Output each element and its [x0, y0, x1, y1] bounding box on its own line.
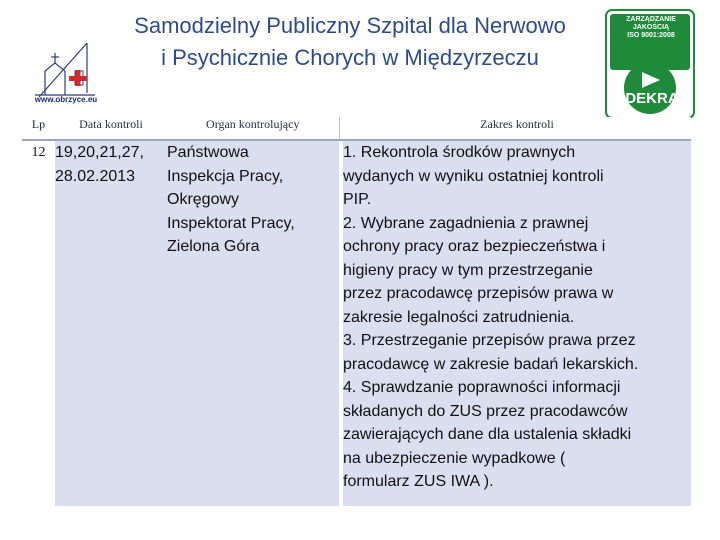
header-scope: Zakres kontroli — [343, 117, 691, 140]
scope-line: na ubezpieczenie wypadkowe ( — [343, 449, 566, 467]
table-header-row — [22, 117, 691, 140]
inspection-table — [22, 117, 691, 506]
scope-line: ochrony pracy oraz bezpieczeństwa i — [343, 238, 606, 255]
organ-line: Zielona Góra — [167, 238, 260, 255]
dekra-line-3: ISO 9001:2008 — [627, 32, 675, 39]
scope-line: 4. Sprawdzanie poprawności informacji — [343, 379, 621, 396]
logo-url-text: www.obrzyce.eu — [34, 95, 98, 104]
dekra-line-2: JAKOŚCIĄ — [632, 24, 670, 31]
title-line-2: i Psychicznie Chorych w Międzyrzeczu — [161, 45, 539, 70]
date-line: 28.02.2013 — [55, 167, 136, 185]
scope-line: PIP. — [343, 191, 372, 208]
dekra-line-1: ZARZĄDZANIE — [626, 16, 676, 23]
header-organ: Organ kontrolujący — [167, 117, 339, 140]
scope-line: higieny pracy w tym przestrzeganie — [343, 261, 593, 279]
scope-line: wydanych w wyniku ostatniej kontroli — [343, 167, 604, 185]
date-line: 19,20,21,27, — [55, 144, 144, 161]
organ-line: Inspektorat Pracy, — [167, 214, 295, 232]
organ-line: Państwowa — [167, 144, 249, 161]
cell-scope — [343, 140, 691, 506]
title-line-1: Samodzielny Publiczny Szpital dla Nerwowo — [134, 13, 566, 38]
scope-line: składanych do ZUS przez pracodawców — [343, 402, 628, 420]
scope-line: 2. Wybrane zagadnienia z prawnej — [343, 214, 589, 232]
dekra-top-text — [614, 16, 688, 40]
scope-line: 3. Przestrzeganie przepisów prawa przez — [343, 332, 636, 349]
scope-line: przez pracodawcę przepisów prawa w — [343, 285, 614, 302]
cell-date — [55, 140, 167, 506]
organ-line: Okręgowy — [167, 191, 240, 208]
dekra-name: DEKRA — [625, 90, 679, 107]
organ-line: Inspekcja Pracy, — [167, 167, 284, 185]
scope-line: 1. Rekontrola środków prawnych — [343, 144, 576, 161]
cell-organ — [167, 140, 339, 506]
header-lp: Lp — [22, 117, 55, 140]
page-title — [100, 10, 600, 74]
table-row — [22, 140, 691, 506]
cell-lp: 12 — [22, 140, 55, 506]
scope-line: formularz ZUS IWA ). — [343, 473, 494, 490]
header-date: Data kontroli — [55, 117, 167, 140]
scope-line: pracodawcę w zakresie badań lekarskich. — [343, 355, 639, 373]
scope-line: zawierających dane dla ustalenia składki — [343, 426, 632, 443]
scope-line: zakresie legalności zatrudnienia. — [343, 308, 575, 326]
